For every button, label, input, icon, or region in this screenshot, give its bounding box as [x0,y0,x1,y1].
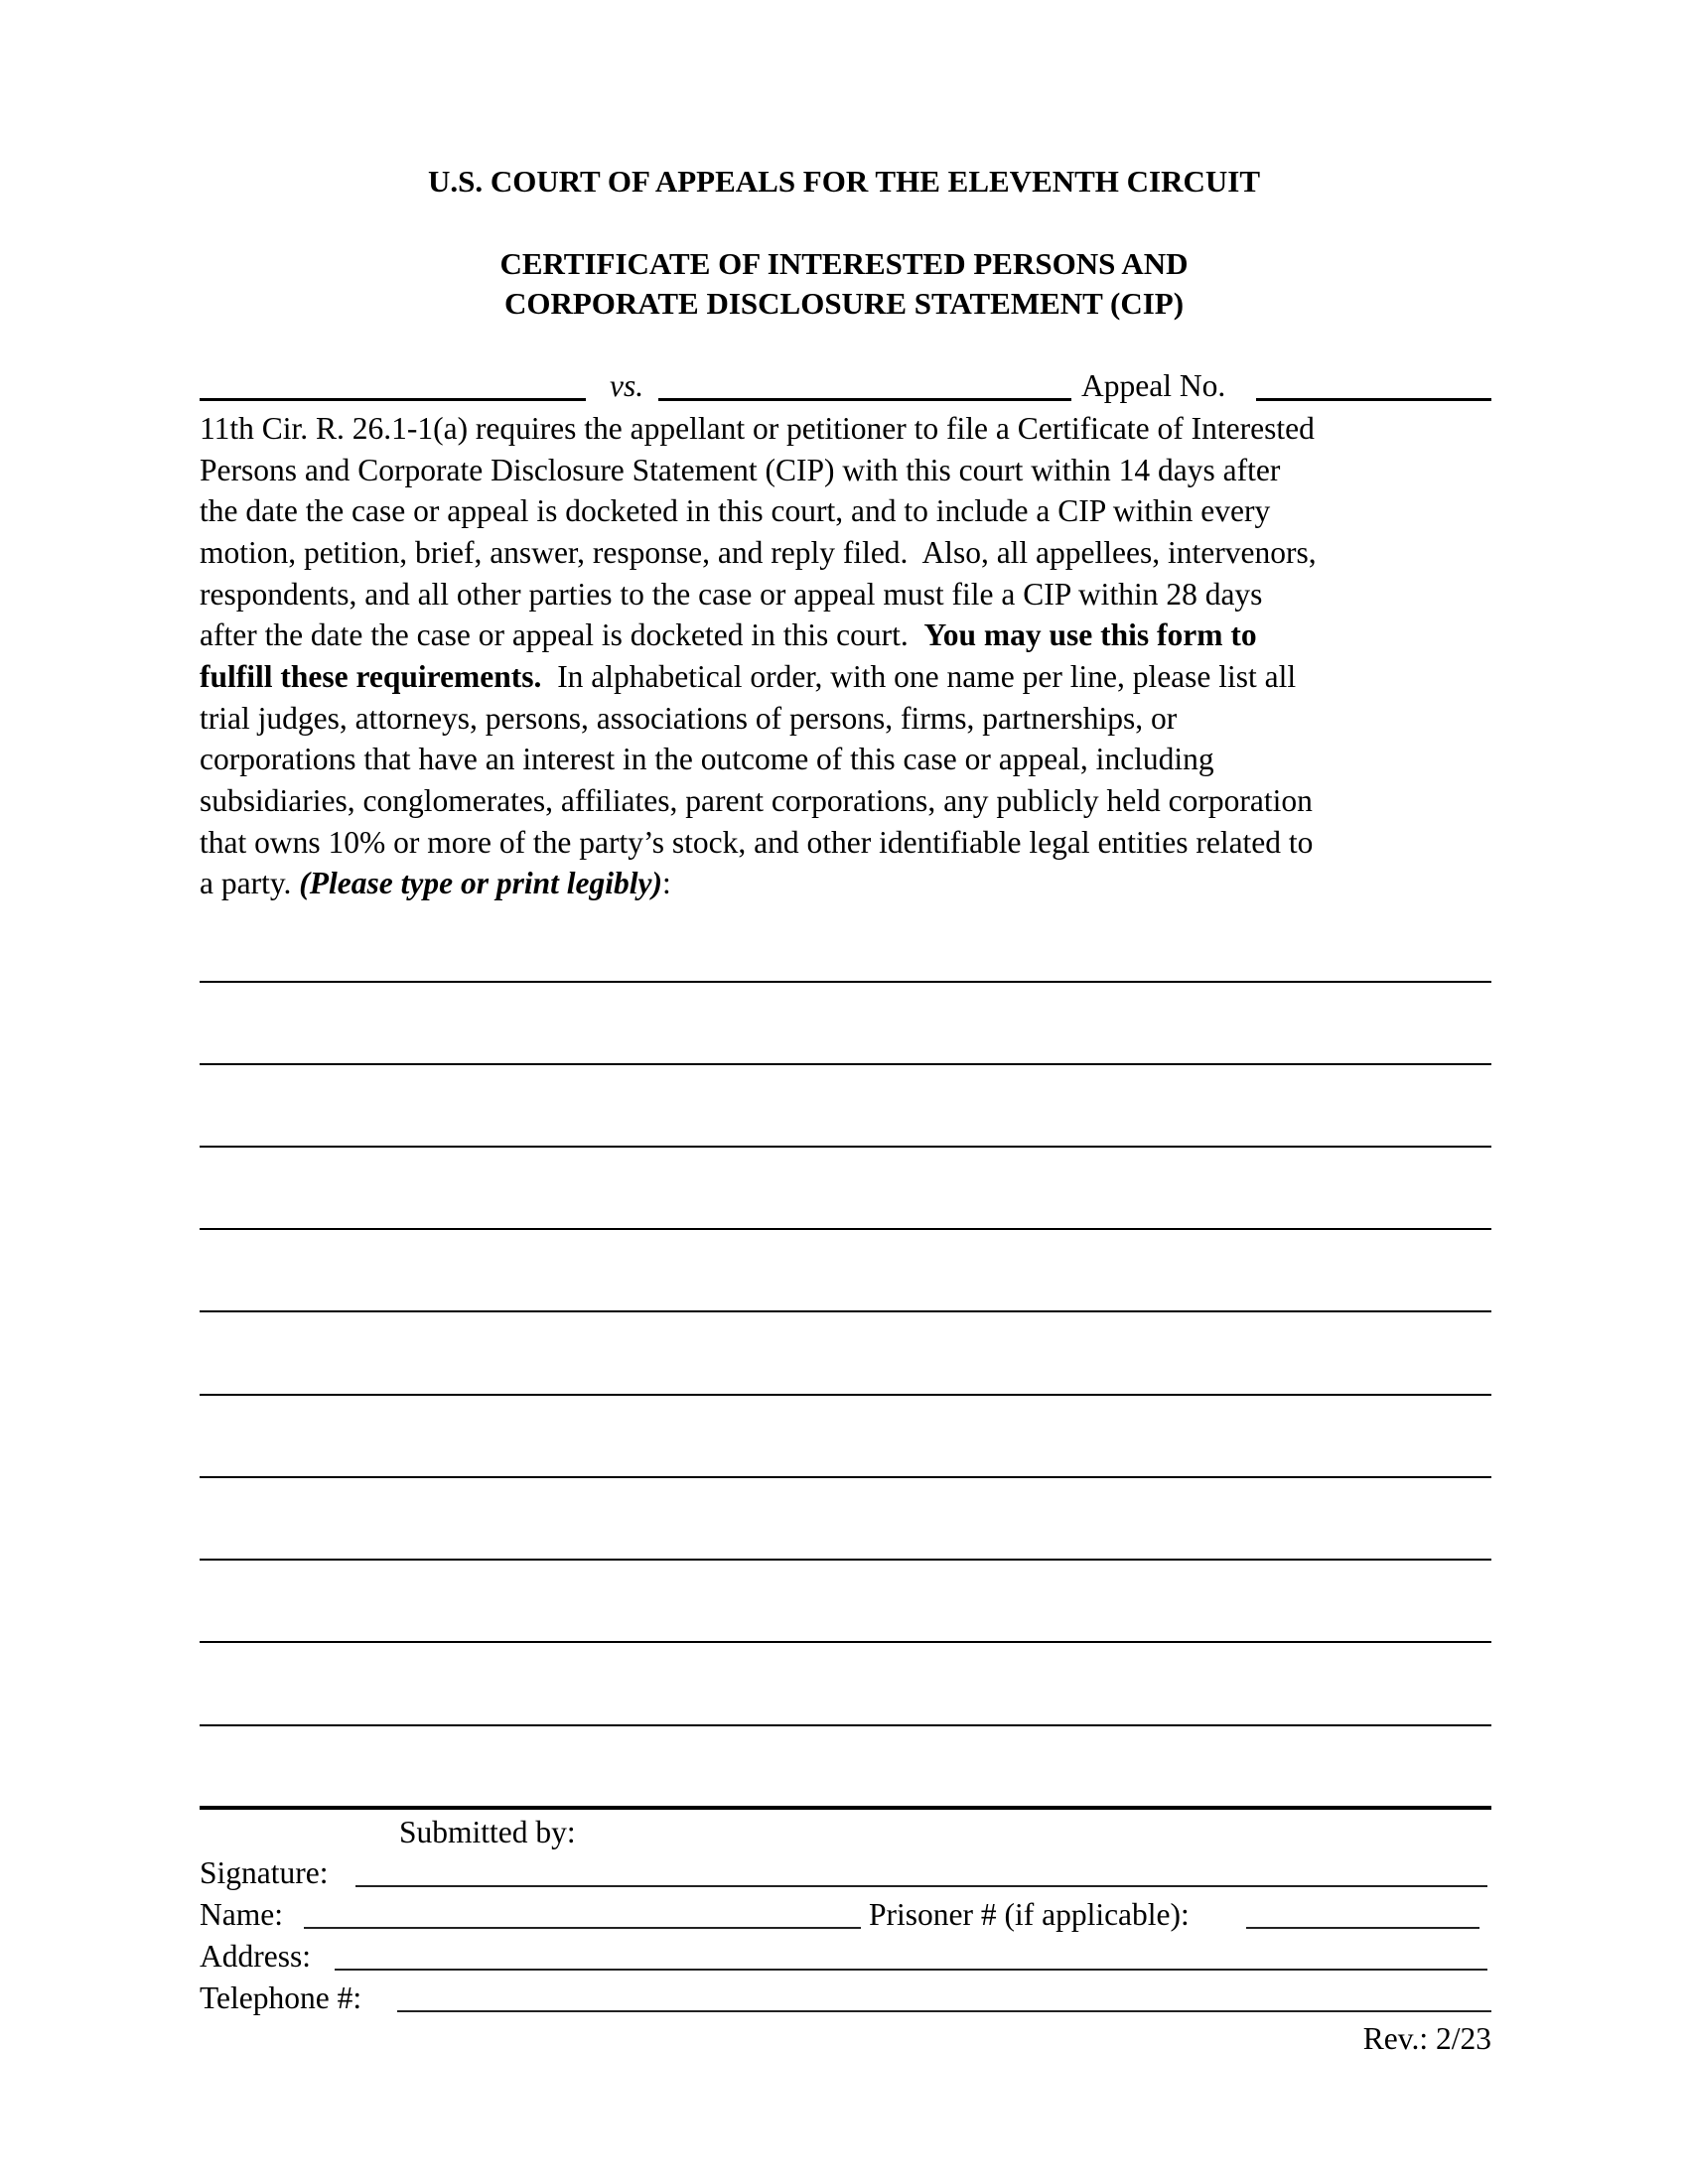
name-field[interactable] [304,1927,861,1929]
interested-person-line-2[interactable] [200,1063,1491,1065]
appeal-no-field[interactable] [1256,398,1491,401]
telephone-label: Telephone #: [200,1980,362,2015]
interested-person-line-4[interactable] [200,1228,1491,1230]
interested-person-line-1[interactable] [200,981,1491,983]
instruction-line: that owns 10% or more of the party’s stock, and other identifiable legal entities related to [200,825,1314,860]
interested-person-line-7[interactable] [200,1476,1491,1478]
instruction-line: the date the case or appeal is docketed in this court, and to include a CIP within every [200,493,1271,528]
interested-person-line-10[interactable] [200,1724,1491,1726]
submitted-by-label: Submitted by: [399,1815,576,1849]
instruction-text: a party. [200,866,300,900]
instruction-line: Persons and Corporate Disclosure Statement (CIP) with this court within 14 days after [200,453,1281,487]
form-title-line2: CORPORATE DISCLOSURE STATEMENT (CIP) [503,286,1185,321]
address-field[interactable] [335,1969,1487,1971]
interested-person-line-5[interactable] [200,1310,1491,1312]
instruction-line [200,661,1296,693]
instruction-text: : [661,866,671,900]
signature-field[interactable] [355,1885,1487,1887]
instruction-bold-text: You may use this form to [923,617,1257,652]
interested-person-line-11[interactable] [200,1806,1491,1810]
instruction-line [200,619,1257,651]
instruction-line: respondents, and all other parties to the case or appeal must file a CIP within 28 days [200,577,1263,612]
prisoner-number-field[interactable] [1246,1927,1479,1929]
instruction-line: 11th Cir. R. 26.1-1(a) requires the appellant or petitioner to file a Certificate of Interested [200,411,1315,446]
instruction-text: after the date the case or appeal is docketed in this court. [200,617,924,652]
form-title-line1: CERTIFICATE OF INTERESTED PERSONS AND [499,246,1189,281]
instruction-line: subsidiaries, conglomerates, affiliates, parent corporations, any publicly held corporation [200,783,1313,818]
instruction-text: In alphabetical order, with one name per line, please list all [541,659,1297,694]
address-label: Address: [200,1939,311,1974]
prisoner-number-label: Prisoner # (if applicable): [869,1897,1190,1932]
party1-field[interactable] [200,398,586,401]
instruction-line: trial judges, attorneys, persons, associations of persons, firms, partnerships, or [200,701,1178,736]
name-label: Name: [200,1897,283,1932]
revision-label: Rev.: 2/23 [1362,2021,1491,2056]
instruction-bold-italic-text: (Please type or print legibly) [299,866,662,900]
vs-label: vs. [610,368,644,403]
appeal-no-label: Appeal No. [1081,368,1226,403]
interested-person-line-8[interactable] [200,1559,1491,1561]
telephone-field[interactable] [397,2010,1491,2012]
instruction-line [200,868,671,899]
instruction-bold-text: fulfill these requirements. [200,659,542,694]
interested-person-line-9[interactable] [200,1641,1491,1643]
party2-field[interactable] [658,398,1071,401]
interested-person-line-3[interactable] [200,1146,1491,1148]
signature-label: Signature: [200,1855,329,1890]
court-name: U.S. COURT OF APPEALS FOR THE ELEVENTH CIRCUIT [427,164,1261,199]
interested-person-line-6[interactable] [200,1394,1491,1396]
instruction-line: corporations that have an interest in the outcome of this case or appeal, including [200,742,1214,776]
instruction-line: motion, petition, brief, answer, response, and reply filed. Also, all appellees, intervenors, [200,535,1317,570]
